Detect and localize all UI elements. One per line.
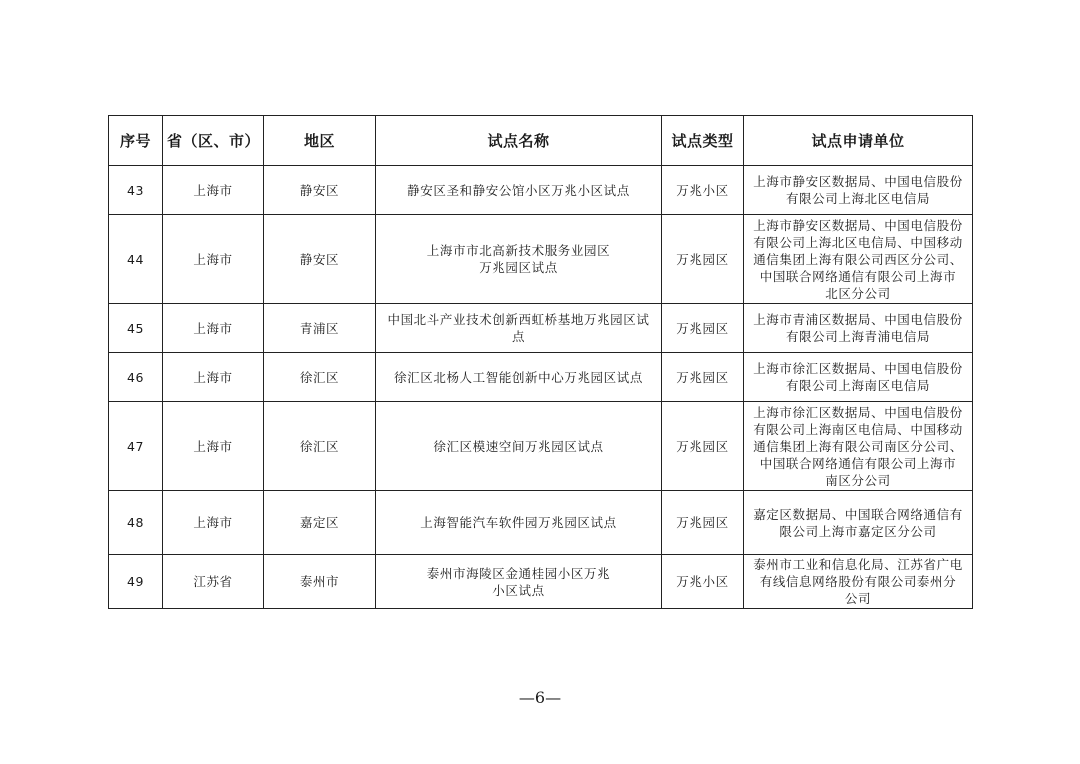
cell-region: 静安区 (264, 215, 376, 304)
cell-province: 上海市 (163, 402, 264, 491)
cell-pilot-type: 万兆园区 (662, 353, 744, 402)
cell-region: 青浦区 (264, 304, 376, 353)
cell-province: 江苏省 (163, 555, 264, 609)
header-pilot-name: 试点名称 (376, 116, 662, 166)
header-applicant: 试点申请单位 (744, 116, 973, 166)
table-row (109, 491, 973, 555)
cell-pilot-type: 万兆园区 (662, 491, 744, 555)
cell-pilot-name: 静安区圣和静安公馆小区万兆小区试点 (376, 166, 662, 215)
cell-serial-no: 47 (109, 402, 163, 491)
table-row (109, 402, 973, 491)
cell-applicant: 嘉定区数据局、中国联合网络通信有 限公司上海市嘉定区分公司 (744, 491, 973, 555)
cell-serial-no: 45 (109, 304, 163, 353)
cell-pilot-name: 泰州市海陵区金通桂园小区万兆 小区试点 (376, 555, 662, 609)
cell-pilot-name: 徐汇区北杨人工智能创新中心万兆园区试点 (376, 353, 662, 402)
cell-applicant: 上海市徐汇区数据局、中国电信股份 有限公司上海南区电信局 (744, 353, 973, 402)
cell-pilot-type: 万兆园区 (662, 402, 744, 491)
cell-pilot-name: 上海市市北高新技术服务业园区 万兆园区试点 (376, 215, 662, 304)
cell-applicant: 上海市徐汇区数据局、中国电信股份 有限公司上海南区电信局、中国移动 通信集团上海有限公司南区分公司、 中国联合网络通信有限公司上海市 南区分公司 (744, 402, 973, 491)
cell-applicant: 上海市青浦区数据局、中国电信股份 有限公司上海青浦电信局 (744, 304, 973, 353)
cell-serial-no: 43 (109, 166, 163, 215)
header-serial-no: 序号 (109, 116, 163, 166)
cell-serial-no: 48 (109, 491, 163, 555)
cell-pilot-name: 上海智能汽车软件园万兆园区试点 (376, 491, 662, 555)
table-row (109, 166, 973, 215)
table-row (109, 215, 973, 304)
header-region: 地区 (264, 116, 376, 166)
page-number: —6— (518, 688, 562, 707)
cell-province: 上海市 (163, 215, 264, 304)
cell-serial-no: 44 (109, 215, 163, 304)
cell-pilot-type: 万兆园区 (662, 304, 744, 353)
cell-province: 上海市 (163, 304, 264, 353)
table-row (109, 304, 973, 353)
pilot-table (108, 115, 973, 609)
cell-pilot-type: 万兆园区 (662, 215, 744, 304)
cell-pilot-name: 徐汇区模速空间万兆园区试点 (376, 402, 662, 491)
cell-province: 上海市 (163, 491, 264, 555)
table-header-row (109, 116, 973, 166)
cell-pilot-type: 万兆小区 (662, 166, 744, 215)
cell-serial-no: 46 (109, 353, 163, 402)
header-pilot-type: 试点类型 (662, 116, 744, 166)
cell-region: 嘉定区 (264, 491, 376, 555)
table-row (109, 555, 973, 609)
cell-applicant: 泰州市工业和信息化局、江苏省广电 有线信息网络股份有限公司泰州分 公司 (744, 555, 973, 609)
cell-region: 泰州市 (264, 555, 376, 609)
cell-province: 上海市 (163, 166, 264, 215)
cell-region: 静安区 (264, 166, 376, 215)
cell-region: 徐汇区 (264, 402, 376, 491)
cell-applicant: 上海市静安区数据局、中国电信股份 有限公司上海北区电信局 (744, 166, 973, 215)
cell-pilot-type: 万兆小区 (662, 555, 744, 609)
cell-applicant: 上海市静安区数据局、中国电信股份 有限公司上海北区电信局、中国移动 通信集团上海有限公司西区分公司、 中国联合网络通信有限公司上海市 北区分公司 (744, 215, 973, 304)
cell-serial-no: 49 (109, 555, 163, 609)
cell-region: 徐汇区 (264, 353, 376, 402)
table-row (109, 353, 973, 402)
cell-province: 上海市 (163, 353, 264, 402)
cell-pilot-name: 中国北斗产业技术创新西虹桥基地万兆园区试 点 (376, 304, 662, 353)
header-province: 省（区、市） (163, 116, 264, 166)
